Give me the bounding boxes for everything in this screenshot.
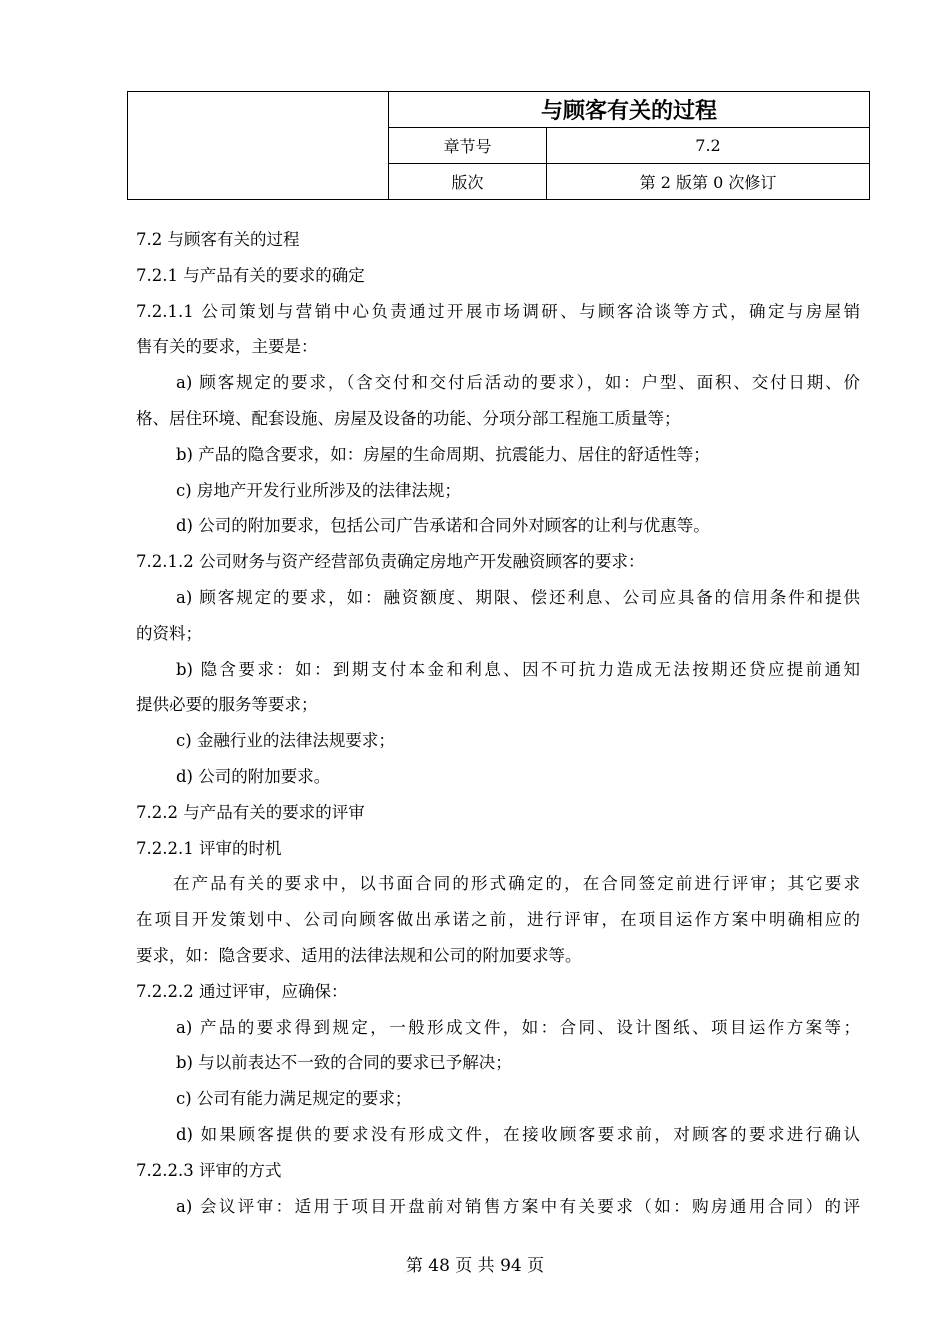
logo-cell xyxy=(128,92,389,200)
body-line: 7.2.1 与产品有关的要求的确定 xyxy=(136,265,365,285)
version-label: 版次 xyxy=(389,164,547,200)
document-title: 与顾客有关的过程 xyxy=(389,92,870,128)
body-line: d) 公司的附加要求。 xyxy=(176,766,331,786)
body-line: a) 顾客规定的要求，如：融资额度、期限、偿还利息、公司应具备的信用条件和提供 xyxy=(176,587,860,607)
document-header-table xyxy=(127,91,870,200)
body-line: b) 与以前表达不一致的合同的要求已予解决； xyxy=(176,1053,512,1073)
body-line: 的资料； xyxy=(136,623,202,643)
body-line: 在项目开发策划中、公司向顾客做出承诺之前，进行评审，在项目运作方案中明确相应的 xyxy=(136,910,860,930)
body-line: c) 金融行业的法律法规要求； xyxy=(176,731,395,751)
body-line: 格、居住环境、配套设施、房屋及设备的功能、分项分部工程施工质量等； xyxy=(136,408,681,428)
body-line: c) 房地产开发行业所涉及的法律法规； xyxy=(176,480,461,500)
chapter-label: 章节号 xyxy=(389,128,547,164)
body-line: b) 隐含要求：如：到期支付本金和利息、因不可抗力造成无法按期还贷应提前通知 xyxy=(176,659,860,679)
body-line: c) 公司有能力满足规定的要求； xyxy=(176,1089,412,1109)
body-line: 7.2.1.2 公司财务与资产经营部负责确定房地产开发融资顾客的要求： xyxy=(136,552,645,572)
body-line: d) 如果顾客提供的要求没有形成文件，在接收顾客要求前，对顾客的要求进行确认 xyxy=(176,1124,860,1144)
body-line: a) 顾客规定的要求，（含交付和交付后活动的要求），如：户型、面积、交付日期、价 xyxy=(176,373,860,393)
document-body xyxy=(136,222,860,1224)
body-line: 在产品有关的要求中，以书面合同的形式确定的，在合同签定前进行评审；其它要求 xyxy=(173,874,860,894)
body-line: 7.2.2.3 评审的方式 xyxy=(136,1160,282,1180)
body-line: 7.2.2 与产品有关的要求的评审 xyxy=(136,802,365,822)
body-line: a) 产品的要求得到规定，一般形成文件，如：合同、设计图纸、项目运作方案等； xyxy=(176,1017,860,1037)
body-line: 提供必要的服务等要求； xyxy=(136,695,318,715)
body-line: 7.2.2.1 评审的时机 xyxy=(136,838,282,858)
body-line: a) 会议评审：适用于项目开盘前对销售方案中有关要求（如：购房通用合同）的评 xyxy=(176,1196,860,1216)
page-footer: 第 48 页 共 94 页 xyxy=(405,1256,545,1276)
body-line: 7.2.2.2 通过评审，应确保： xyxy=(136,981,348,1001)
version-value: 第 2 版第 0 次修订 xyxy=(547,164,870,200)
body-line: d) 公司的附加要求，包括公司广告承诺和合同外对顾客的让利与优惠等。 xyxy=(176,516,710,536)
body-line: 售有关的要求，主要是： xyxy=(136,337,318,357)
chapter-value: 7.2 xyxy=(547,128,870,164)
body-line: 要求，如：隐含要求、适用的法律法规和公司的附加要求等。 xyxy=(136,945,582,965)
body-line: 7.2 与顾客有关的过程 xyxy=(136,230,300,249)
body-line: b) 产品的隐含要求，如：房屋的生命周期、抗震能力、居住的舒适性等； xyxy=(176,444,710,464)
body-line: 7.2.1.1 公司策划与营销中心负责通过开展市场调研、与顾客洽谈等方式，确定与房屋销 xyxy=(136,301,860,321)
